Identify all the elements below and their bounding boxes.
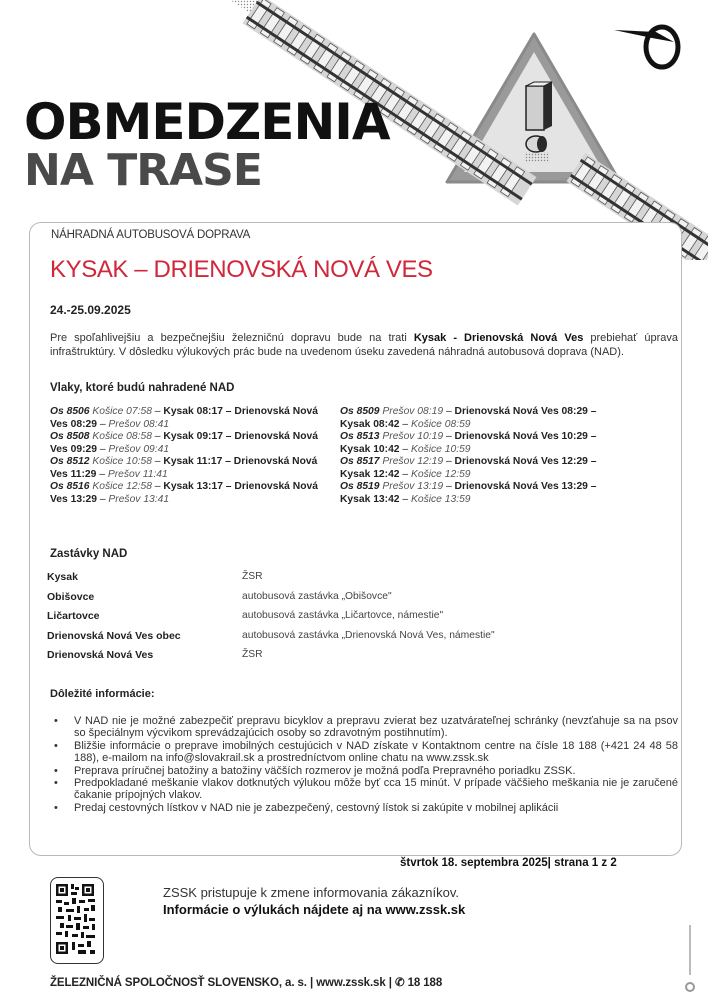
qr-code-icon <box>56 884 96 956</box>
train-item: Os 8519 Prešov 13:19 – Drienovská Nová Ves 13:29 – Kysak 13:42 – Košice 13:59 <box>340 481 597 505</box>
train-destination: Prešov 09:41 <box>108 444 170 455</box>
stop-name: Kysak <box>47 571 78 583</box>
info-item: • Preprava príručnej batožiny a batožiny väčších rozmerov je možná podľa Prepravného poriadku ZSSK. <box>50 765 678 777</box>
train-item: Os 8512 Košice 10:58 – Kysak 11:17 – Drienovská Nová Ves 11:29 – Prešov 11:41 <box>50 456 318 480</box>
train-origin: Košice 07:58 <box>92 406 152 417</box>
stop-row <box>47 630 567 646</box>
info-title: Dôležité informácie: <box>50 688 155 700</box>
train-item: Os 8516 Košice 12:58 – Kysak 13:17 – Drienovská Nová Ves 13:29 – Prešov 13:41 <box>50 481 318 505</box>
train-affected-section: Kysak 09:17 – Drienovská Nová Ves 09:29 <box>50 431 318 455</box>
train-number: Os 8512 <box>50 456 90 467</box>
stops-title: Zastávky NAD <box>50 548 128 560</box>
train-affected-section: Kysak 08:17 – Drienovská Nová Ves 08:29 <box>50 406 318 430</box>
train-item: Os 8506 Košice 07:58 – Kysak 08:17 – Drienovská Nová Ves 08:29 – Prešov 08:41 <box>50 406 318 430</box>
stop-description: autobusová zastávka „Drienovská Nová Ves, námestie" <box>242 629 495 641</box>
info-item: • V NAD nie je možné zabezpečiť prepravu bicyklov a prepravu zvierat bez uzatvárateľnej schránky (nevzťahuje sa na psov so špeciálnym výcvikom sprevádzajúcich osoby so zdravotným postihnutím). <box>50 715 678 740</box>
stop-row <box>47 610 567 626</box>
zssk-logo-icon <box>612 20 686 72</box>
train-origin: Košice 10:58 <box>92 456 152 467</box>
page-title-line2: NA TRASE <box>24 145 262 196</box>
stop-description: ŽSR <box>242 571 263 582</box>
train-number: Os 8517 <box>340 456 380 467</box>
date-range: 24.-25.09.2025 <box>50 303 131 317</box>
train-origin: Prešov 08:19 <box>382 406 444 417</box>
stop-name: Obišovce <box>47 590 95 603</box>
intro-route: Kysak - Drienovská Nová Ves <box>413 332 584 344</box>
train-number: Os 8519 <box>340 481 380 492</box>
train-origin: Prešov 13:19 <box>382 481 444 492</box>
train-item: Os 8517 Prešov 12:19 – Drienovská Nová Ves 12:29 – Kysak 12:42 – Košice 12:59 <box>340 456 597 480</box>
stop-row <box>47 649 567 665</box>
train-affected-section: Drienovská Nová Ves 10:29 – Kysak 10:42 <box>340 431 597 455</box>
intro-text: Pre spoľahlivejšiu a bezpečnejšiu železničnú dopravu bude na trati <box>50 332 414 344</box>
train-number: Os 8516 <box>50 481 90 492</box>
train-destination: Košice 10:59 <box>411 444 471 455</box>
info-item: • Predaj cestovných lístkov v NAD nie je zabezpečený, cestovný lístok si zakúpite v mobilnej aplikácii <box>50 802 678 814</box>
train-destination: Prešov 13:41 <box>108 494 170 505</box>
train-item: Os 8509 Prešov 08:19 – Drienovská Nová Ves 08:29 – Kysak 08:42 – Košice 08:59 <box>340 406 597 430</box>
page-title-line1: OBMEDZENIA <box>24 93 390 151</box>
stop-description: autobusová zastávka „Ličartovce, námestie" <box>242 610 444 621</box>
train-destination: Košice 12:59 <box>411 469 471 480</box>
info-item: • Predpokladané meškanie vlakov dotknutých výlukou môže byť cca 15 minút. V prípade väčšieho meškania nie je zaručené čakanie prípojných vlakov. <box>50 777 678 802</box>
stop-name: Ličartovce <box>47 610 100 622</box>
trains-title: Vlaky, ktoré budú nahradené NAD <box>50 382 235 394</box>
stop-name: Drienovská Nová Ves <box>47 649 154 661</box>
route-heading: KYSAK – DRIENOVSKÁ NOVÁ VES <box>50 256 433 283</box>
train-destination: Košice 08:59 <box>411 419 471 430</box>
train-origin: Prešov 12:19 <box>382 456 444 467</box>
stop-description: autobusová zastávka „Obišovce" <box>242 590 392 602</box>
print-credit-icon <box>683 925 697 995</box>
train-affected-section: Drienovská Nová Ves 13:29 – Kysak 13:42 <box>340 481 597 505</box>
train-item: Os 8513 Prešov 10:19 – Drienovská Nová Ves 10:29 – Kysak 10:42 – Košice 10:59 <box>340 431 597 455</box>
stop-description: ŽSR <box>242 649 263 660</box>
notice-footer-text: ZSSK pristupuje k zmene informovania zákazníkov. <box>163 885 460 900</box>
train-origin: Košice 12:58 <box>92 481 152 492</box>
train-number: Os 8513 <box>340 431 380 442</box>
train-item: Os 8508 Košice 08:58 – Kysak 09:17 – Drienovská Nová Ves 09:29 – Prešov 09:41 <box>50 431 318 455</box>
train-origin: Prešov 10:19 <box>382 431 444 442</box>
notice-category: NÁHRADNÁ AUTOBUSOVÁ DOPRAVA <box>51 229 251 241</box>
train-destination: Košice 13:59 <box>411 494 471 505</box>
train-destination: Prešov 11:41 <box>107 469 168 480</box>
train-number: Os 8508 <box>50 431 90 442</box>
train-number: Os 8506 <box>50 406 90 417</box>
stop-row <box>47 591 567 607</box>
stop-row <box>47 571 567 587</box>
intro-text: prebiehať úprava infraštruktúry. V dôsledku výlukových prác bude na uvedenom úseku zavedená náhradná autobusová doprava (NAD). <box>50 332 678 358</box>
train-number: Os 8509 <box>340 406 380 417</box>
train-affected-section: Drienovská Nová Ves 08:29 – Kysak 08:42 <box>340 406 597 430</box>
info-list <box>50 715 678 814</box>
stop-name: Drienovská Nová Ves obec <box>47 629 181 642</box>
train-destination: Prešov 08:41 <box>108 419 170 430</box>
notice-footer-link-text[interactable]: Informácie o výlukách nájdete aj na www.zssk.sk <box>163 902 466 917</box>
page-date-and-number: štvrtok 18. septembra 2025| strana 1 z 2 <box>400 857 617 869</box>
train-affected-section: Kysak 11:17 – Drienovská Nová Ves 11:29 <box>50 456 318 480</box>
company-footer: ŽELEZNIČNÁ SPOLOČNOSŤ SLOVENSKO, a. s. | www.zssk.sk | ✆ 18 188 <box>50 977 443 989</box>
intro-paragraph <box>50 332 678 359</box>
qr-code-frame[interactable] <box>50 877 104 964</box>
train-affected-section: Kysak 13:17 – Drienovská Nová Ves 13:29 <box>50 481 318 505</box>
info-item: • Bližšie informácie o preprave imobilných cestujúcich v NAD získate v Kontaktnom centre na čísle 18 188 (+421 24 48 58 188), e-mailom na info@slovakrail.sk a prostredníctvom online chatu na www.zssk.sk <box>50 740 678 765</box>
train-origin: Košice 08:58 <box>92 431 152 442</box>
train-affected-section: Drienovská Nová Ves 12:29 – Kysak 12:42 <box>340 456 597 480</box>
